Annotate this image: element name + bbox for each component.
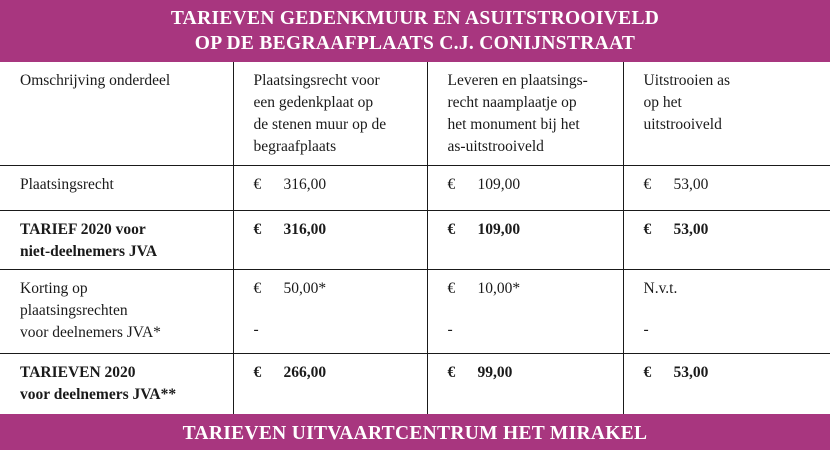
table-row-member-discount: [0, 269, 830, 353]
table-header-row: [0, 62, 830, 165]
header-title-line-1: TARIEVEN GEDENKMUUR EN ASUITSTROOIVELD: [170, 8, 660, 29]
row-label: Korting op plaatsingsrechten voor deelnemers JVA*: [0, 269, 233, 353]
price-cell: € 109,00: [427, 210, 623, 269]
column-header-description: Omschrijving onderdeel: [20, 72, 171, 89]
footer-banner: [0, 414, 830, 450]
price-cell: € 316,00: [233, 210, 427, 269]
price-cell: N.v.t. -: [623, 269, 830, 353]
column-header-name-plate: Leveren en plaatsings- recht naamplaatje op het monument bij het as-uitstrooiveld: [427, 62, 623, 165]
table-row-tariff-members: [0, 353, 830, 414]
price-cell: € 316,00: [233, 165, 427, 210]
row-label: Plaatsingsrecht: [0, 165, 233, 210]
row-label: TARIEF 2020 voor niet-deelnemers JVA: [0, 210, 233, 269]
price-cell: € 50,00* -: [233, 269, 427, 353]
price-cell: € 10,00* -: [427, 269, 623, 353]
price-cell: € 266,00: [233, 353, 427, 414]
price-cell: € 53,00: [623, 210, 830, 269]
header-title-line-2: OP DE BEGRAAFPLAATS C.J. CONIJNSTRAAT: [194, 33, 636, 54]
footer-title: TARIEVEN UITVAARTCENTRUM HET MIRAKEL: [182, 423, 648, 444]
header-banner: [0, 0, 830, 62]
price-cell: € 99,00: [427, 353, 623, 414]
column-header-memorial-wall: Plaatsingsrecht voor een gedenkplaat op de stenen muur op de begraafplaats: [233, 62, 427, 165]
fee-table: [0, 62, 830, 414]
row-label: TARIEVEN 2020 voor deelnemers JVA**: [0, 353, 233, 414]
column-header-scatter-field: Uitstrooien as op het uitstrooiveld: [623, 62, 830, 165]
table-row-tariff-non-members: [0, 210, 830, 269]
price-cell: € 53,00: [623, 353, 830, 414]
price-cell: € 109,00: [427, 165, 623, 210]
table-row-placement-fee: [0, 165, 830, 210]
price-cell: € 53,00: [623, 165, 830, 210]
